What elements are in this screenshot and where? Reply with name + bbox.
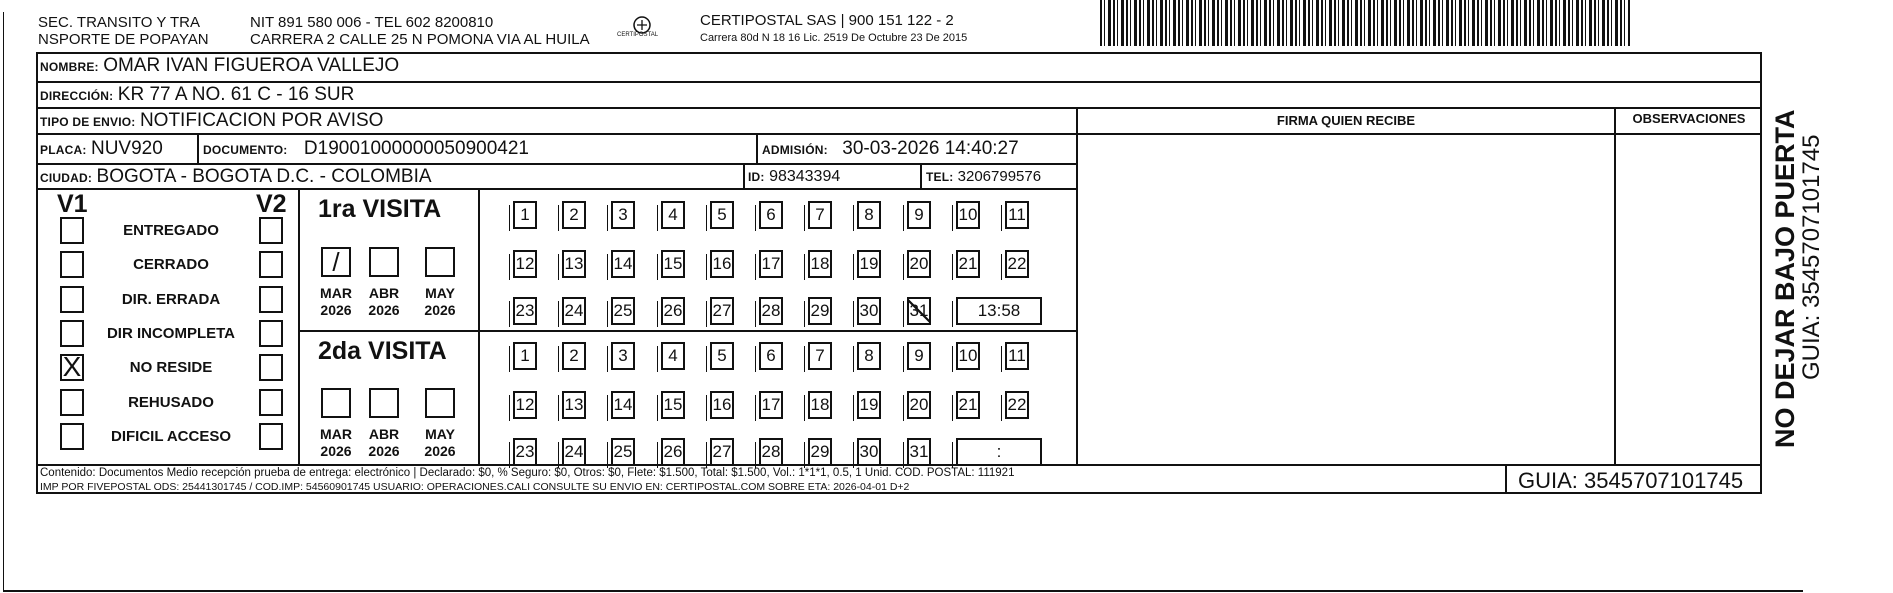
direccion-value: KR 77 A NO. 61 C - 16 SUR — [117, 84, 355, 105]
month-checkbox[interactable] — [321, 388, 351, 418]
sender-line-1: SEC. TRANSITO Y TRA — [38, 14, 200, 31]
v1-checkbox[interactable] — [60, 251, 84, 278]
day-checkbox[interactable]: 19 — [857, 250, 881, 278]
v1-checkbox[interactable]: X — [60, 354, 84, 381]
v2-checkbox[interactable] — [259, 354, 283, 381]
day-checkbox[interactable]: 1 — [513, 201, 537, 229]
v2-checkbox[interactable] — [259, 423, 283, 450]
month-checkbox[interactable] — [425, 247, 455, 277]
admision-label: ADMISIÓN: — [762, 143, 828, 157]
time-field[interactable]: 13:58 — [956, 297, 1042, 325]
day-checkbox[interactable]: 30 — [857, 297, 881, 325]
address-line: CARRERA 2 CALLE 25 N POMONA VIA AL HUILA — [250, 31, 590, 48]
day-checkbox[interactable]: 26 — [661, 438, 685, 466]
v1-label: V1 — [57, 190, 88, 218]
month-label — [420, 285, 460, 319]
sender-line-2: NSPORTE DE POPAYAN — [38, 31, 209, 48]
day-checkbox[interactable]: 25 — [611, 297, 635, 325]
visit2-title: 2da VISITA — [318, 337, 447, 365]
day-checkbox[interactable]: 13 — [562, 391, 586, 419]
day-checkbox[interactable]: 18 — [808, 391, 832, 419]
day-checkbox[interactable]: 31 — [907, 297, 931, 325]
company-line: CERTIPOSTAL SAS | 900 151 122 - 2 — [700, 12, 954, 29]
month-checkbox[interactable] — [369, 388, 399, 418]
status-label: DIR INCOMPLETA — [106, 325, 236, 342]
day-checkbox[interactable]: 8 — [857, 201, 881, 229]
footer-guia: GUIA: 3545707101745 — [1518, 468, 1744, 493]
day-checkbox[interactable]: 29 — [808, 438, 832, 466]
day-checkbox[interactable]: 21 — [956, 391, 980, 419]
tel-value: 3206799576 — [957, 168, 1042, 185]
day-checkbox[interactable]: 19 — [857, 391, 881, 419]
day-checkbox[interactable]: 6 — [759, 342, 783, 370]
v2-label: V2 — [256, 190, 287, 218]
day-checkbox[interactable]: 30 — [857, 438, 881, 466]
day-checkbox[interactable]: 7 — [808, 342, 832, 370]
day-checkbox[interactable]: 9 — [907, 342, 931, 370]
day-checkbox[interactable]: 10 — [956, 201, 980, 229]
month-label — [316, 426, 356, 460]
day-checkbox[interactable]: 22 — [1005, 250, 1029, 278]
day-checkbox[interactable]: 6 — [759, 201, 783, 229]
day-checkbox[interactable]: 8 — [857, 342, 881, 370]
license-line: Carrera 80d N 18 16 Lic. 2519 De Octubre 23 De 2015 — [700, 32, 968, 44]
day-checkbox[interactable]: 28 — [759, 438, 783, 466]
v2-checkbox[interactable] — [259, 286, 283, 313]
placa-value: NUV920 — [90, 138, 163, 159]
month-name: MAY — [425, 426, 455, 442]
admision-row — [762, 138, 1019, 160]
month-year: 2026 — [368, 302, 400, 318]
day-checkbox[interactable]: 3 — [611, 342, 635, 370]
id-value: 98343394 — [769, 168, 841, 185]
ciudad-row — [40, 166, 432, 188]
day-checkbox[interactable]: 14 — [611, 250, 635, 278]
v1-checkbox[interactable] — [60, 320, 84, 347]
logo-text: CERTIPOSTAL — [617, 32, 659, 38]
day-checkbox[interactable]: 5 — [710, 342, 734, 370]
day-checkbox[interactable]: 29 — [808, 297, 832, 325]
ciudad-label: CIUDAD: — [40, 171, 93, 185]
day-checkbox[interactable]: 31 — [907, 438, 931, 466]
v2-checkbox[interactable] — [259, 251, 283, 278]
day-checkbox[interactable]: 14 — [611, 391, 635, 419]
v2-checkbox[interactable] — [259, 389, 283, 416]
day-checkbox[interactable]: 10 — [956, 342, 980, 370]
documento-row — [203, 138, 529, 160]
v1-checkbox[interactable] — [60, 423, 84, 450]
status-label: ENTREGADO — [123, 222, 219, 239]
nombre-value: OMAR IVAN FIGUEROA VALLEJO — [103, 55, 400, 76]
day-checkbox[interactable]: 18 — [808, 250, 832, 278]
month-name: MAR — [320, 285, 352, 301]
side-guia: GUIA: 3545707101745 — [1798, 134, 1825, 380]
month-label — [316, 285, 356, 319]
month-name: ABR — [368, 285, 400, 301]
day-checkbox[interactable]: 2 — [562, 342, 586, 370]
month-label — [364, 426, 404, 460]
month-checkbox[interactable] — [369, 247, 399, 277]
status-label: DIFICIL ACCESO — [110, 428, 231, 445]
direccion-label: DIRECCIÓN: — [40, 89, 114, 103]
month-label — [364, 285, 404, 319]
time-field[interactable]: : — [956, 438, 1042, 466]
day-checkbox[interactable]: 3 — [611, 201, 635, 229]
day-checkbox[interactable]: 1 — [513, 342, 537, 370]
firma-label: FIRMA QUIEN RECIBE — [1276, 113, 1416, 128]
day-checkbox[interactable]: 16 — [710, 391, 734, 419]
id-label: ID: — [748, 170, 765, 184]
day-checkbox[interactable]: 9 — [907, 201, 931, 229]
day-checkbox[interactable]: 4 — [661, 201, 685, 229]
day-checkbox[interactable]: 15 — [661, 391, 685, 419]
month-name: ABR — [368, 426, 400, 442]
nombre-row — [40, 55, 399, 77]
status-label: CERRADO — [133, 256, 209, 273]
status-label: REHUSADO — [128, 394, 214, 411]
day-checkbox[interactable]: 12 — [513, 250, 537, 278]
day-checkbox[interactable]: 23 — [513, 297, 537, 325]
footer-line-1: Contenido: Documentos Medio recepción prueba de entrega: electrónico | Declarado: $0, % Seguro: $0, Otros: $0, Flete: $1.500, Total: $1.500, Vol.: 1*1*1, 0.5, 1 Unid. COD. POSTAL: 111921 — [40, 467, 1015, 479]
nit-line: NIT 891 580 006 - TEL 602 8200810 — [250, 14, 494, 31]
day-checkbox[interactable]: 20 — [907, 250, 931, 278]
day-checkbox[interactable]: 4 — [661, 342, 685, 370]
status-label: DIR. ERRADA — [121, 291, 221, 308]
day-checkbox[interactable]: 25 — [611, 438, 635, 466]
footer-line-2: IMP POR FIVEPOSTAL ODS: 25441301745 / COD.IMP: 54560901745 USUARIO: OPERACIONES.CALI CONSULTE SU ENVIO EN: CERTIPOSTAL.COM SOBRE ETA: 2026-04-01 D+2 — [40, 481, 910, 493]
day-checkbox[interactable]: 27 — [710, 297, 734, 325]
admision-value: 30-03-2026 14:40:27 — [842, 138, 1019, 159]
month-name: MAY — [425, 285, 455, 301]
v2-checkbox[interactable] — [259, 217, 283, 244]
tel-label: TEL: — [926, 170, 954, 184]
day-checkbox[interactable]: 13 — [562, 250, 586, 278]
day-checkbox[interactable]: 28 — [759, 297, 783, 325]
tipo-row — [40, 110, 383, 132]
month-checkbox[interactable]: / — [321, 247, 351, 277]
month-year: 2026 — [424, 302, 456, 318]
v1-checkbox[interactable] — [60, 286, 84, 313]
obs-label: OBSERVACIONES — [1632, 111, 1746, 126]
day-checkbox[interactable]: 2 — [562, 201, 586, 229]
day-checkbox[interactable]: 15 — [661, 250, 685, 278]
side-warning: NO DEJAR BAJO PUERTA — [1770, 109, 1800, 448]
day-checkbox[interactable]: 17 — [759, 250, 783, 278]
month-checkbox[interactable] — [425, 388, 455, 418]
day-checkbox[interactable]: 5 — [710, 201, 734, 229]
day-checkbox[interactable]: 7 — [808, 201, 832, 229]
day-checkbox[interactable]: 11 — [1005, 201, 1029, 229]
day-checkbox[interactable]: 27 — [710, 438, 734, 466]
v2-checkbox[interactable] — [259, 320, 283, 347]
nombre-label: NOMBRE: — [40, 60, 99, 74]
placa-row — [40, 138, 163, 160]
month-label — [420, 426, 460, 460]
month-year: 2026 — [320, 443, 352, 459]
day-checkbox[interactable]: 12 — [513, 391, 537, 419]
visit1-title: 1ra VISITA — [318, 195, 442, 223]
month-year: 2026 — [424, 443, 456, 459]
day-checkbox[interactable]: 26 — [661, 297, 685, 325]
observations-area[interactable] — [1616, 135, 1762, 462]
day-checkbox[interactable]: 20 — [907, 391, 931, 419]
id-row — [748, 168, 840, 186]
direccion-row — [40, 84, 354, 106]
tipo-label: TIPO DE ENVIO: — [40, 115, 136, 129]
day-checkbox[interactable]: 24 — [562, 297, 586, 325]
v1-checkbox[interactable] — [60, 389, 84, 416]
documento-label: DOCUMENTO: — [203, 143, 288, 157]
documento-value: D19001000000050900421 — [303, 138, 529, 159]
day-checkbox[interactable]: 17 — [759, 391, 783, 419]
signature-area[interactable] — [1078, 135, 1614, 462]
status-label: NO RESIDE — [129, 359, 213, 376]
v1-checkbox[interactable] — [60, 217, 84, 244]
month-year: 2026 — [320, 302, 352, 318]
ciudad-value: BOGOTA - BOGOTA D.C. - COLOMBIA — [96, 166, 432, 187]
day-checkbox[interactable]: 11 — [1005, 342, 1029, 370]
month-name: MAR — [320, 426, 352, 442]
month-year: 2026 — [368, 443, 400, 459]
placa-label: PLACA: — [40, 143, 87, 157]
day-checkbox[interactable]: 24 — [562, 438, 586, 466]
tipo-value: NOTIFICACION POR AVISO — [139, 110, 384, 131]
tel-row — [926, 168, 1041, 185]
day-checkbox[interactable]: 21 — [956, 250, 980, 278]
day-checkbox[interactable]: 23 — [513, 438, 537, 466]
day-checkbox[interactable]: 16 — [710, 250, 734, 278]
day-checkbox[interactable]: 22 — [1005, 391, 1029, 419]
